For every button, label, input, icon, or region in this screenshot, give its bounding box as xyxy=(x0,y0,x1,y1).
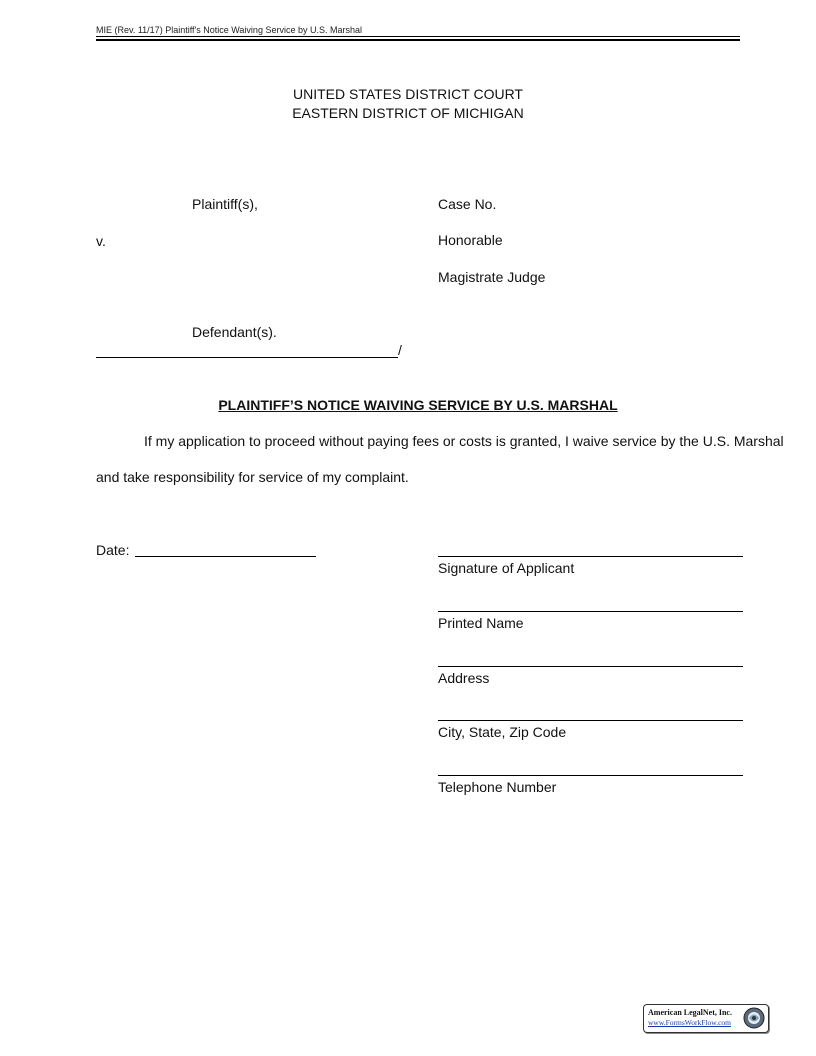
address-field[interactable] xyxy=(438,666,743,667)
printed-name-label: Printed Name xyxy=(438,615,524,631)
address-label: Address xyxy=(438,670,490,686)
date-field[interactable] xyxy=(135,556,316,557)
signature-label: Signature of Applicant xyxy=(438,560,575,576)
header-rule-thick xyxy=(96,39,740,41)
waiver-paragraph-line1: If my application to proceed without paying fees or costs is granted, I waive service by the U.S. Marshal xyxy=(144,433,784,449)
caption-slash: / xyxy=(398,342,402,358)
telephone-field[interactable] xyxy=(438,775,743,776)
form-revision-header: MIE (Rev. 11/17) Plaintiff's Notice Waiving Service by U.S. Marshal xyxy=(96,25,362,35)
american-legalnet-logo[interactable] xyxy=(643,1004,769,1033)
court-district: EASTERN DISTRICT OF MICHIGAN xyxy=(292,105,524,121)
city-state-zip-field[interactable] xyxy=(438,720,743,721)
caption-underline xyxy=(96,357,398,358)
defendant-label: Defendant(s). xyxy=(192,324,277,340)
plaintiff-label: Plaintiff(s), xyxy=(192,196,258,212)
honorable-label: Honorable xyxy=(438,232,503,248)
court-name: UNITED STATES DISTRICT COURT xyxy=(293,86,523,102)
globe-icon xyxy=(743,1007,765,1029)
versus-label: v. xyxy=(96,233,106,249)
document-title: PLAINTIFF’S NOTICE WAIVING SERVICE BY U.S. MARSHAL xyxy=(218,397,618,413)
date-label: Date: xyxy=(96,542,130,558)
printed-name-field[interactable] xyxy=(438,611,743,612)
city-state-zip-label: City, State, Zip Code xyxy=(438,724,567,740)
waiver-paragraph-line2: and take responsibility for service of my complaint. xyxy=(96,469,409,485)
case-number-label: Case No. xyxy=(438,196,497,212)
magistrate-judge-label: Magistrate Judge xyxy=(438,269,546,285)
header-rule-thin xyxy=(96,36,740,37)
logo-company-name: American LegalNet, Inc. xyxy=(648,1008,732,1017)
signature-field[interactable] xyxy=(438,556,743,557)
logo-website-link[interactable]: www.FormsWorkFlow.com xyxy=(648,1018,732,1027)
telephone-label: Telephone Number xyxy=(438,779,557,795)
